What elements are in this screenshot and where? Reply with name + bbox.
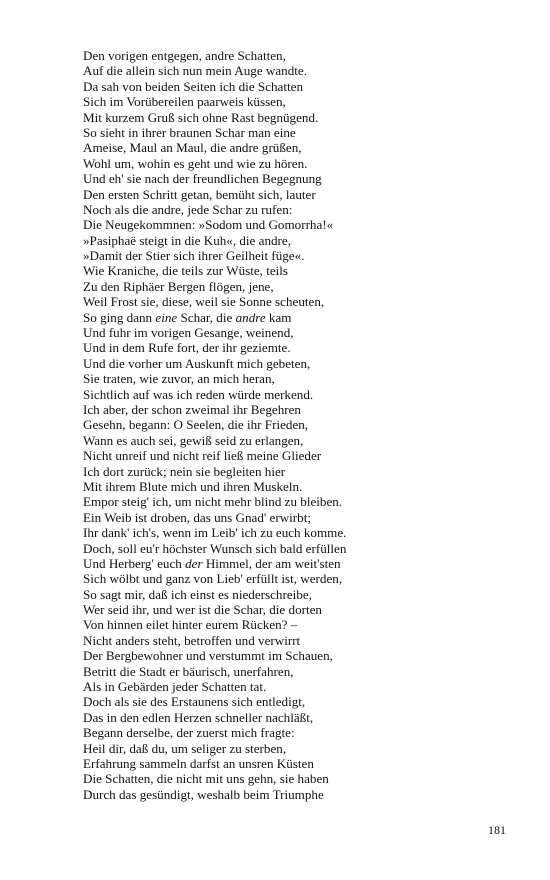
poem-line: Ameise, Maul an Maul, die andre grüßen,: [83, 140, 302, 156]
poem-line: Sie traten, wie zuvor, an mich heran,: [83, 371, 275, 387]
line-segment: So ging dann: [83, 309, 156, 325]
line-segment: Himmel, der am weit'sten: [202, 555, 341, 571]
poem-line: Den vorigen entgegen, andre Schatten,: [83, 48, 286, 63]
poem-line: Die Neugekommnen: »Sodom und Gomorrha!«: [83, 217, 334, 233]
poem-line: Sichtlich auf was ich reden würde merkend.: [83, 386, 314, 402]
poem-line: Wer seid ihr, und wer ist die Schar, die dorten: [83, 602, 322, 618]
poem-line: Erfahrung sammeln darfst an unsren Küsten: [83, 755, 314, 771]
line-segment: Und Herberg' euch: [83, 555, 186, 571]
poem-line: Auf die allein sich nun mein Auge wandte.: [83, 63, 307, 79]
poem-line: Gesehn, begann: O Seelen, die ihr Frieden,: [83, 417, 309, 433]
poem-line: Zu den Riphäer Bergen flögen, jene,: [83, 278, 274, 294]
poem-line: Ihr dank' ich's, wenn im Leib' ich zu euch komme.: [83, 525, 347, 541]
page-number: 181: [488, 823, 506, 837]
poem-line: Der Bergbewohner und verstummt im Schauen,: [83, 648, 333, 664]
poem-line: Den ersten Schritt getan, bemüht sich, lauter: [83, 186, 316, 202]
poem-line: Nicht anders steht, betroffen und verwirrt: [83, 632, 301, 648]
poem-line: Und fuhr im vorigen Gesange, weinend,: [83, 325, 294, 341]
poem-line: »Pasiphaë steigt in die Kuh«, die andre,: [83, 232, 291, 248]
poem-line: Als in Gebärden jeder Schatten tat.: [83, 679, 267, 695]
poem-line: Wann es auch sei, gewiß seid zu erlangen,: [83, 432, 304, 448]
poem-line: Wie Kraniche, die teils zur Wüste, teils: [83, 263, 289, 279]
poem-line: Da sah von beiden Seiten ich die Schatten: [83, 78, 303, 94]
line-segment: kam: [265, 309, 292, 325]
poem-line: Wohl um, wohin es geht und wie zu hören.: [83, 155, 308, 171]
poem-line: Und in dem Rufe fort, der ihr geziemte.: [83, 340, 291, 356]
poem-line: Noch als die andre, jede Schar zu rufen:: [83, 201, 293, 217]
poem-line: Ich aber, der schon zweimal ihr Begehren: [83, 401, 301, 417]
poem-text: [83, 48, 523, 802]
poem-line: Doch als sie des Erstaunens sich entledigt,: [83, 694, 306, 710]
poem-line: Mit kurzem Gruß sich ohne Rast begnügend.: [83, 109, 319, 125]
emphasized-word: andre: [235, 309, 266, 325]
poem-line: [83, 310, 523, 325]
poem-line: Doch, soll eu'r höchster Wunsch sich bald erfüllen: [83, 540, 347, 556]
poem-line: Ein Weib ist droben, das uns Gnad' erwirbt;: [83, 509, 311, 525]
poem-line: Empor steig' ich, um nicht mehr blind zu bleiben.: [83, 494, 343, 510]
poem-line: Die Schatten, die nicht mit uns gehn, sie haben: [83, 771, 329, 787]
poem-line: Mit ihrem Blute mich und ihren Muskeln.: [83, 478, 303, 494]
poem-line: Sich im Vorübereilen paarweis küssen,: [83, 94, 286, 110]
poem-line: So sieht in ihrer braunen Schar man eine: [83, 124, 296, 140]
line-segment: Schar, die: [177, 309, 236, 325]
poem-line: Ich dort zurück; nein sie begleiten hier: [83, 463, 286, 479]
poem-line: Nicht unreif und nicht reif ließ meine Glieder: [83, 448, 322, 464]
poem-line: Weil Frost sie, diese, weil sie Sonne scheuten,: [83, 294, 325, 310]
poem-line: Das in den edlen Herzen schneller nachläßt,: [83, 709, 314, 725]
poem-line: Sich wölbt und ganz von Lieb' erfüllt ist, werden,: [83, 571, 343, 587]
poem-line: Begann derselbe, der zuerst mich fragte:: [83, 725, 295, 741]
poem-line: Und eh' sie nach der freundlichen Begegnung: [83, 171, 322, 187]
poem-line: »Damit der Stier sich ihrer Geilheit füge«.: [83, 248, 305, 264]
poem-line: [83, 556, 523, 571]
poem-line: Betritt die Stadt er bäurisch, unerfahren,: [83, 663, 294, 679]
poem-line: So sagt mir, daß ich einst es niederschreibe,: [83, 586, 312, 602]
emphasized-word: eine: [155, 309, 178, 325]
emphasized-word: der: [185, 555, 203, 571]
poem-line: Durch das gesündigt, weshalb beim Triumphe: [83, 786, 324, 802]
poem-line: Und die vorher um Auskunft mich gebeten,: [83, 355, 311, 371]
poem-line: Heil dir, daß du, um seliger zu sterben,: [83, 740, 287, 756]
poem-line: Von hinnen eilet hinter eurem Rücken? –: [83, 617, 298, 633]
